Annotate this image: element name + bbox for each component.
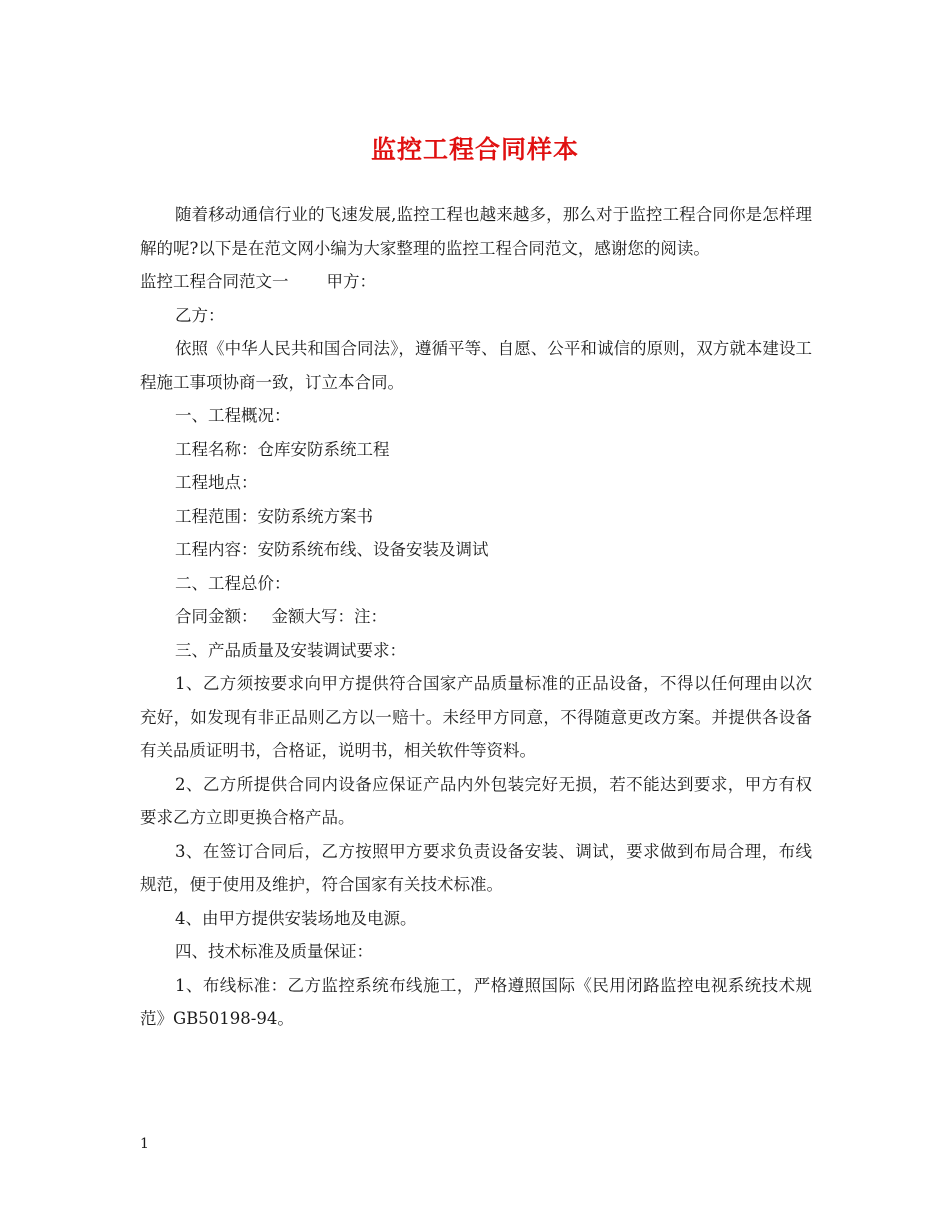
amount-line bbox=[140, 600, 812, 634]
section-4-item-1: 1、布线标准：乙方监控系统布线施工，严格遵照国际《民用闭路监控电视系统技术规范》GB50198-94。 bbox=[140, 975, 812, 1028]
section-1-title: 一、工程概况： bbox=[175, 406, 291, 425]
section-3-item-1: 1、乙方须按要求向甲方提供符合国家产品质量标准的正品设备，不得以任何理由以次充好，如发现有非正品则乙方以一赔十。未经甲方同意，不得随意更改方案。并提供各设备有关品质证明书，合格证，说明书，相关软件等资料。 bbox=[140, 674, 812, 760]
page-number: 1 bbox=[140, 1136, 149, 1152]
project-scope: 工程范围：安防系统方案书 bbox=[175, 506, 373, 526]
project-content: 工程内容：安防系统布线、设备安装及调试 bbox=[175, 540, 489, 559]
section-2-title: 二、工程总价： bbox=[175, 573, 291, 593]
party-a-label: 甲方： bbox=[326, 272, 376, 291]
section-3-item-3: 3、在签订合同后，乙方按照甲方要求负责设备安装、调试，要求做到布局合理，布线规范，便于使用及维护，符合国家有关技术标准。 bbox=[140, 841, 812, 894]
section-3-item-2: 2、乙方所提供合同内设备应保证产品内外包装完好无损，若不能达到要求，甲方有权要求乙方立即更换合格产品。 bbox=[140, 774, 812, 827]
amount-label: 合同金额： bbox=[175, 607, 258, 626]
section-3-title: 三、产品质量及安装调试要求： bbox=[175, 640, 406, 660]
party-b-label: 乙方： bbox=[175, 305, 225, 325]
project-location: 工程地点： bbox=[175, 473, 258, 492]
contract-heading: 监控工程合同范文一 bbox=[140, 272, 289, 291]
document-body bbox=[140, 198, 812, 1036]
section-3-item-4: 4、由甲方提供安装场地及电源。 bbox=[175, 908, 417, 928]
document-title: 监控工程合同样本 bbox=[370, 135, 579, 164]
amount-words-label: 金额大写：注： bbox=[271, 607, 387, 626]
project-name: 工程名称：仓库安防系统工程 bbox=[175, 439, 390, 459]
section-4-title: 四、技术标准及质量保证： bbox=[175, 942, 373, 961]
intro-paragraph: 随着移动通信行业的飞速发展,监控工程也越来越多，那么对于监控工程合同你是怎样理解的呢?以下是在范文网小编为大家整理的监控工程合同范文，感谢您的阅读。 bbox=[140, 205, 812, 258]
contract-heading-line bbox=[140, 265, 812, 299]
preamble-paragraph: 依照《中华人民共和国合同法》，遵循平等、自愿、公平和诚信的原则，双方就本建设工程施工事项协商一致，订立本合同。 bbox=[140, 339, 812, 392]
